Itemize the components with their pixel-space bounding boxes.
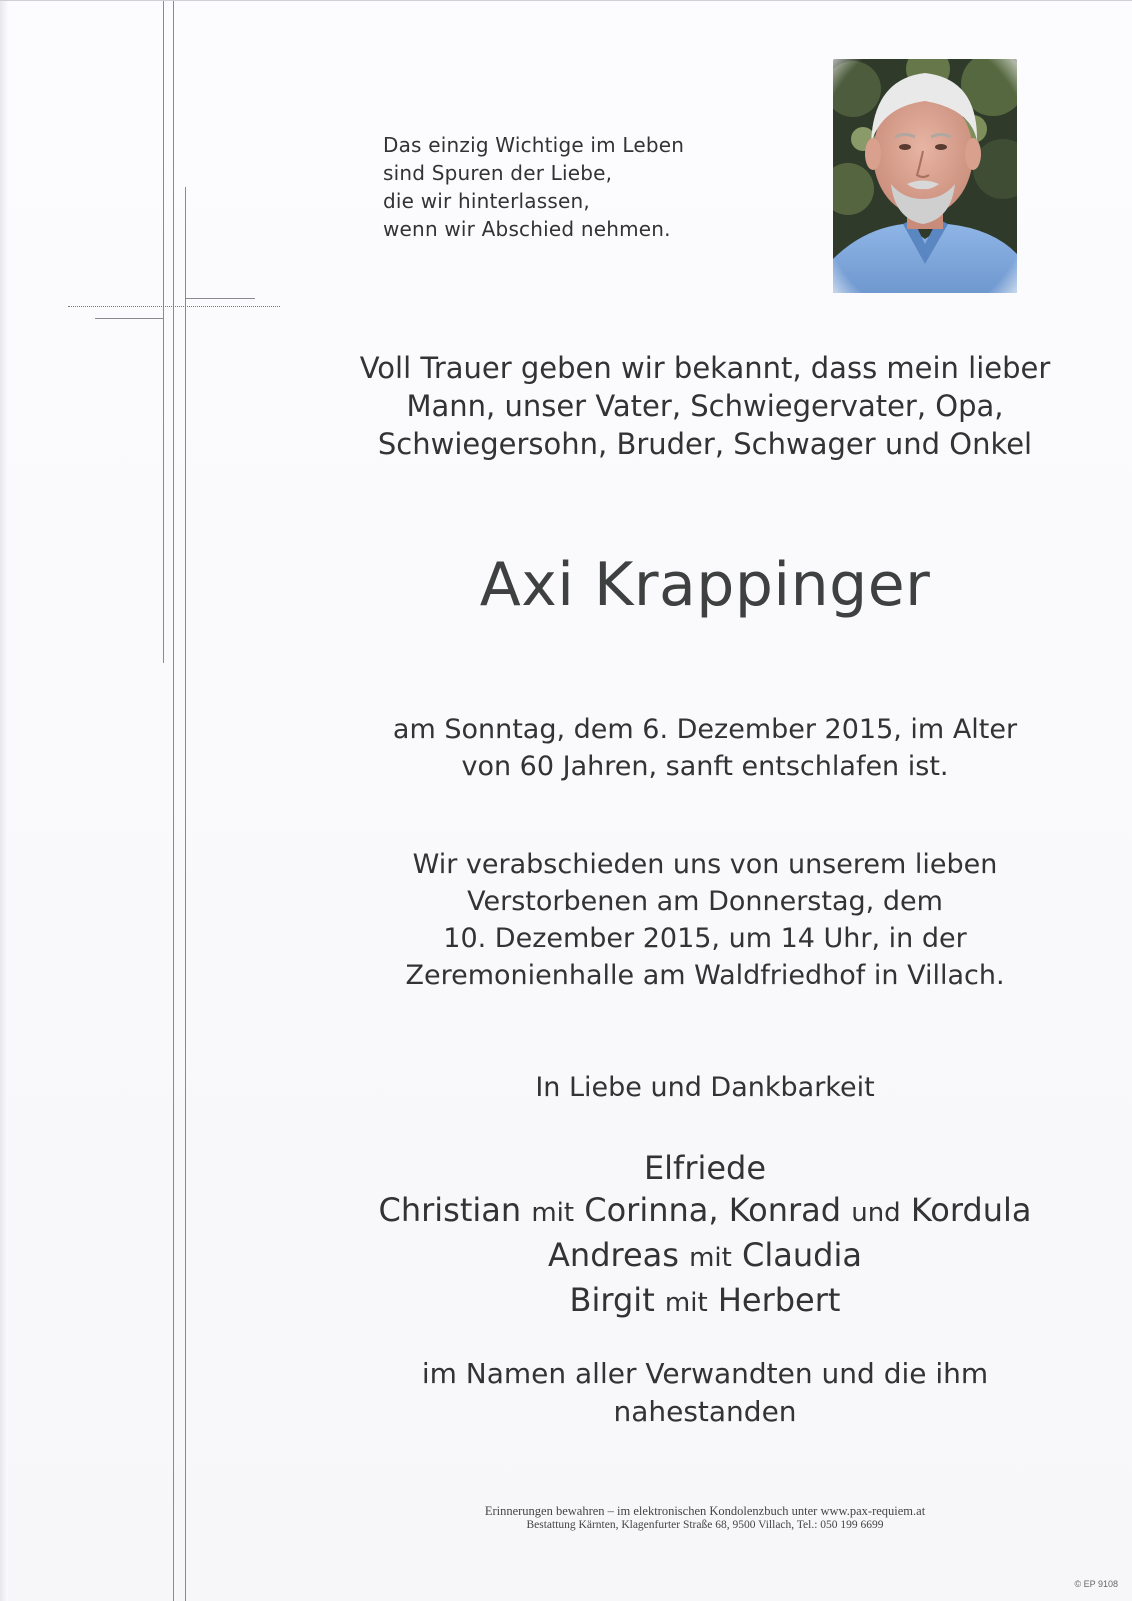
closing-line: im Namen aller Verwandten und die ihm [421, 1357, 989, 1390]
funeral-details [350, 846, 1060, 994]
family-member: Christian [378, 1191, 522, 1229]
family-member: Kordula [910, 1191, 1032, 1229]
intro-line: Schwiegersohn, Bruder, Schwager und Onkel [377, 427, 1033, 461]
memorial-quote [383, 131, 783, 243]
cross-line-left [163, 1, 164, 663]
family-line [350, 1189, 1060, 1234]
portrait-illustration [833, 59, 1017, 293]
family-connector: mit [531, 1198, 575, 1228]
cross-bar-left-bottom [95, 318, 164, 319]
family-list [350, 1147, 1060, 1324]
intro-line: Voll Trauer geben wir bekannt, dass mein lieber [359, 351, 1051, 385]
death-line: von 60 Jahren, sanft entschlafen ist. [461, 751, 949, 782]
family-line [350, 1279, 1060, 1324]
quote-line: die wir hinterlassen, [383, 189, 590, 213]
family-connector: und [851, 1198, 901, 1228]
farewell-line: Verstorbenen am Donnerstag, dem [467, 886, 943, 917]
closing-line: nahestanden [613, 1395, 797, 1428]
print-code: © EP 9108 [1074, 1579, 1118, 1589]
family-connector: mit [689, 1243, 732, 1273]
death-notice [350, 711, 1060, 785]
family-member: Andreas [548, 1236, 679, 1274]
family-line [350, 1147, 1060, 1189]
thanks-line: In Liebe und Dankbarkeit [535, 1072, 875, 1103]
deceased-name: Axi Krappinger [479, 550, 931, 620]
paper-edge [0, 1, 8, 1601]
family-line [350, 1234, 1060, 1279]
footer [350, 1504, 1060, 1532]
footer-address-line: Bestattung Kärnten, Klagenfurter Straße 68, 9500 Villach, Tel.: 050 199 6699 [526, 1519, 884, 1531]
family-member: Corinna, Konrad [584, 1191, 842, 1229]
family-member: Claudia [742, 1236, 862, 1274]
cross-bar-dotted [68, 306, 280, 307]
farewell-line: Wir verabschieden uns von unserem lieben [412, 849, 998, 880]
intro-line: Mann, unser Vater, Schwiegervater, Opa, [406, 389, 1004, 423]
farewell-line: 10. Dezember 2015, um 14 Uhr, in der [443, 923, 967, 954]
cross-line-main-2 [185, 187, 186, 1601]
closing-text [350, 1355, 1060, 1431]
quote-line: wenn wir Abschied nehmen. [383, 217, 671, 241]
quote-line: sind Spuren der Liebe, [383, 161, 613, 185]
death-line: am Sonntag, dem 6. Dezember 2015, im Alter [392, 714, 1018, 745]
family-connector: mit [664, 1288, 708, 1318]
family-member: Herbert [717, 1281, 841, 1319]
footer-condolence-line: Erinnerungen bewahren – im elektronischen Kondolenzbuch unter www.pax-requiem.at [484, 1504, 926, 1518]
announcement-intro [350, 349, 1060, 463]
portrait-photo [833, 59, 1017, 293]
cross-bar-right-top [186, 298, 255, 299]
family-member: Elfriede [643, 1149, 767, 1187]
quote-line: Das einzig Wichtige im Leben [383, 133, 685, 157]
cross-line-main-1 [173, 1, 174, 1601]
family-member: Birgit [569, 1281, 655, 1319]
farewell-line: Zeremonienhalle am Waldfriedhof in Villach. [405, 960, 1005, 991]
